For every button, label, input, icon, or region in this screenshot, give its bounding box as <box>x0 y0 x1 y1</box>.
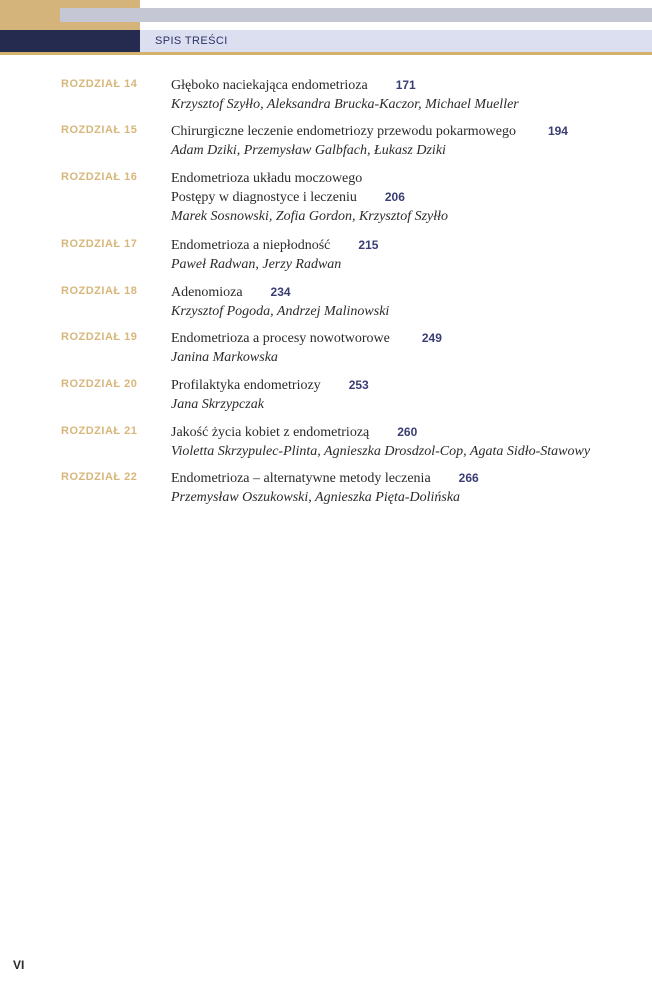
chapter-title: Chirurgiczne leczenie endometriozy przewodu pokarmowego <box>171 124 516 139</box>
chapter-title: Jakość życia kobiet z endometriozą <box>171 425 370 440</box>
chapter-title: Endometrioza a procesy nowotworowe <box>171 331 390 346</box>
page-number: 253 <box>348 378 369 392</box>
chapter-title-line <box>171 122 568 141</box>
chapter-authors: Paweł Radwan, Jerzy Radwan <box>171 257 342 272</box>
page-number: 266 <box>458 471 479 485</box>
chapter-label: ROZDZIAŁ 18 <box>61 285 138 297</box>
page-number: 194 <box>547 124 568 138</box>
chapter-title-line <box>171 188 405 207</box>
chapter-authors: Janina Markowska <box>171 350 278 365</box>
chapter-authors: Krzysztof Szyłło, Aleksandra Brucka-Kaczor, Michael Mueller <box>171 97 519 112</box>
chapter-title: Postępy w diagnostyce i leczeniu <box>171 190 357 205</box>
chapter-label: ROZDZIAŁ 20 <box>61 378 138 390</box>
chapter-label: ROZDZIAŁ 14 <box>61 78 138 90</box>
header-rule <box>0 52 652 55</box>
page-number: 234 <box>270 285 291 299</box>
chapter-authors: Adam Dziki, Przemysław Galbfach, Łukasz Dziki <box>171 143 446 158</box>
chapter-title-line <box>171 423 417 442</box>
chapter-authors: Marek Sosnowski, Zofia Gordon, Krzysztof Szyłło <box>171 209 449 224</box>
page-folio: VI <box>13 958 25 972</box>
chapter-title: Głęboko naciekająca endometrioza <box>171 78 368 93</box>
chapter-authors: Violetta Skrzypulec-Plinta, Agnieszka Drosdzol-Cop, Agata Sidło-Stawowy <box>171 444 591 459</box>
chapter-authors: Krzysztof Pogoda, Andrzej Malinowski <box>171 304 390 319</box>
chapter-authors: Przemysław Oszukowski, Agnieszka Pięta-Dolińska <box>171 490 461 505</box>
page-number: 215 <box>358 238 379 252</box>
chapter-title-line-1: Endometrioza układu moczowego <box>171 171 363 186</box>
header-accent-gray <box>60 8 652 22</box>
section-title: SPIS TREŚCI <box>155 35 228 47</box>
chapter-label: ROZDZIAŁ 17 <box>61 238 138 250</box>
chapter-title-line <box>171 283 291 302</box>
chapter-title: Endometrioza – alternatywne metody leczenia <box>171 471 431 486</box>
page-number: 206 <box>384 190 405 204</box>
chapter-label: ROZDZIAŁ 19 <box>61 331 138 343</box>
chapter-title: Profilaktyka endometriozy <box>171 378 321 393</box>
page-number: 249 <box>421 331 442 345</box>
page-number: 260 <box>397 425 418 439</box>
chapter-label: ROZDZIAŁ 22 <box>61 471 138 483</box>
chapter-title-line <box>171 376 369 395</box>
chapter-label: ROZDZIAŁ 15 <box>61 124 138 136</box>
chapter-title: Endometrioza a niepłodność <box>171 238 331 253</box>
chapter-title-line <box>171 329 442 348</box>
chapter-label: ROZDZIAŁ 21 <box>61 425 138 437</box>
chapter-title-line <box>171 76 416 95</box>
header-accent-navy <box>0 30 140 54</box>
chapter-label: ROZDZIAŁ 16 <box>61 171 138 183</box>
chapter-authors: Jana Skrzypczak <box>171 397 264 412</box>
chapter-title-line <box>171 469 479 488</box>
page-number: 171 <box>395 78 416 92</box>
chapter-title: Adenomioza <box>171 285 243 300</box>
chapter-title-line <box>171 236 378 255</box>
